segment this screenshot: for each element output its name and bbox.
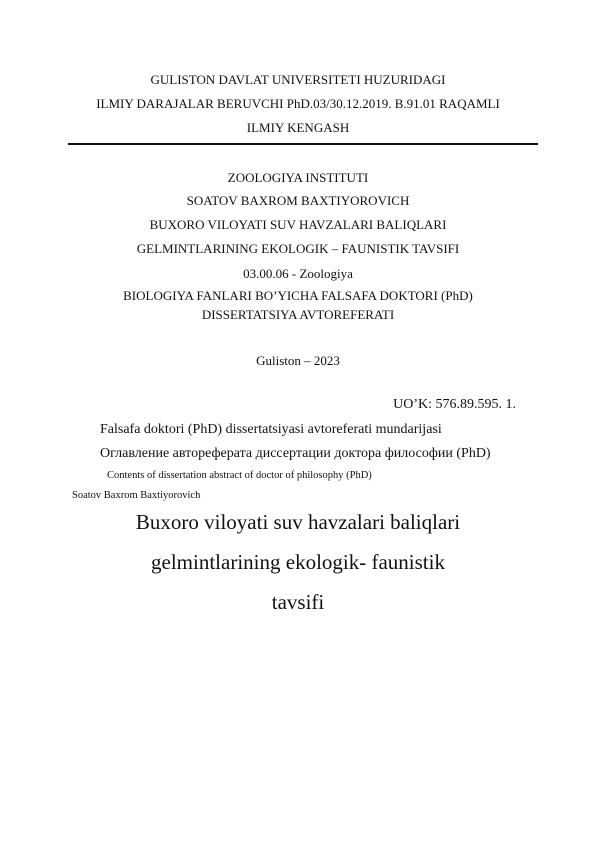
specialty-code: 03.00.06 - Zoologiya: [243, 266, 353, 281]
title-caps-line-1: BUXORO VILOYATI SUV HAVZALARI BALIQLARI: [149, 217, 447, 232]
contents-title-uz: Falsafa doktori (PhD) dissertatsiyasi avtoreferati mundarijasi: [100, 422, 442, 437]
council-line-1: GULISTON DAVLAT UNIVERSITETI HUZURIDAGI: [150, 72, 446, 87]
author-name: Soatov Baxrom Baxtiyorovich: [72, 490, 201, 501]
institute-name: ZOOLOGIYA INSTITUTI: [227, 170, 369, 185]
work-title-line-2: gelmintlarining ekologik- faunistik: [151, 550, 445, 574]
work-title-line-3: tavsifi: [271, 590, 325, 614]
udk-code: UO’K: 576.89.595. 1.: [393, 397, 516, 412]
council-line-3: ILMIY KENGASH: [246, 120, 350, 135]
header-divider: [68, 143, 538, 145]
title-caps-line-2: GELMINTLARINING EKOLOGIK – FAUNISTIK TAVSIFI: [136, 241, 460, 256]
council-line-2: ILMIY DARAJALAR BERUVCHI PhD.03/30.12.2019. B.91.01 RAQAMLI: [96, 96, 500, 111]
degree-line: BIOLOGIYA FANLARI BO’YICHA FALSAFA DOKTORI (PhD): [123, 288, 473, 303]
contents-title-en: Contents of dissertation abstract of doctor of philosophy (PhD): [107, 470, 372, 481]
document-type: DISSERTATSIYA AVTOREFERATI: [201, 307, 395, 322]
place-and-year: Guliston – 2023: [256, 353, 340, 368]
author-name-caps: SOATOV BAXROM BAXTIYOROVICH: [186, 193, 410, 208]
work-title-line-1: Buxoro viloyati suv havzalari baliqlari: [135, 510, 461, 534]
contents-title-ru: Оглавление автореферата диссертации доктора философии (PhD): [100, 446, 491, 461]
